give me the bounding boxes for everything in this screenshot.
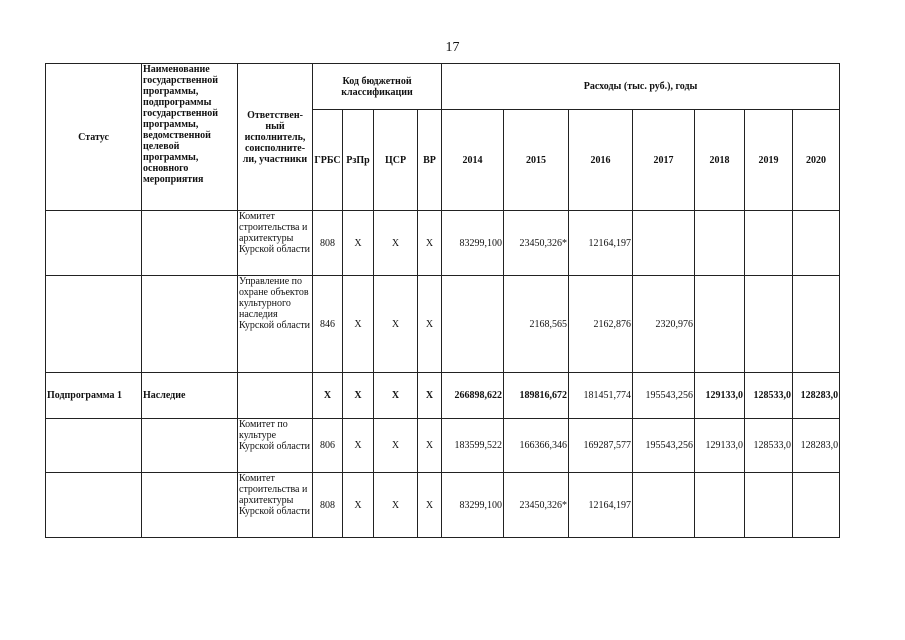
row-value: 12164,197	[569, 473, 633, 538]
row-status	[46, 473, 142, 538]
budget-table	[45, 63, 840, 538]
row-value	[793, 276, 840, 373]
header-budget-code: Код бюджетной классификации	[313, 64, 442, 110]
row-value	[695, 473, 745, 538]
row-grbs: 808	[313, 211, 343, 276]
row-csr: X	[374, 473, 418, 538]
row-value: 128283,0	[793, 373, 840, 419]
row-status	[46, 211, 142, 276]
row-value	[793, 211, 840, 276]
row-value: 2168,565	[504, 276, 569, 373]
row-name	[142, 211, 238, 276]
row-status	[46, 276, 142, 373]
header-year: 2014	[442, 110, 504, 211]
row-responsible: Комитет строительства и архитектуры Курской области	[238, 473, 313, 538]
page-number: 17	[445, 40, 460, 55]
row-value	[745, 211, 793, 276]
row-value	[442, 276, 504, 373]
row-value: 128533,0	[745, 373, 793, 419]
row-value: 83299,100	[442, 211, 504, 276]
row-rzpr: X	[343, 373, 374, 419]
row-value: 266898,622	[442, 373, 504, 419]
row-responsible: Комитет строительства и архитектуры Курской области	[238, 211, 313, 276]
row-status	[46, 419, 142, 473]
row-value: 23450,326*	[504, 473, 569, 538]
row-value	[695, 276, 745, 373]
row-vr: X	[418, 211, 442, 276]
row-value: 169287,577	[569, 419, 633, 473]
row-value	[695, 211, 745, 276]
header-year: 2020	[793, 110, 840, 211]
row-rzpr: X	[343, 211, 374, 276]
table-row	[46, 419, 840, 473]
header-responsible: Ответствен-ный исполнитель, соисполните-ли, участники	[238, 64, 313, 211]
header-grbs: ГРБС	[313, 110, 343, 211]
row-value: 12164,197	[569, 211, 633, 276]
header-csr: ЦСР	[374, 110, 418, 211]
row-value: 195543,256	[633, 419, 695, 473]
header-rzpr: РзПр	[343, 110, 374, 211]
row-responsible: Управление по охране объектов культурного наследия Курской области	[238, 276, 313, 373]
row-grbs: 846	[313, 276, 343, 373]
header-year: 2016	[569, 110, 633, 211]
row-csr: X	[374, 276, 418, 373]
row-rzpr: X	[343, 419, 374, 473]
table-row	[46, 473, 840, 538]
header-year: 2019	[745, 110, 793, 211]
row-name	[142, 473, 238, 538]
row-csr: X	[374, 419, 418, 473]
row-value	[745, 473, 793, 538]
header-year: 2018	[695, 110, 745, 211]
header-year: 2015	[504, 110, 569, 211]
row-grbs: 808	[313, 473, 343, 538]
row-value: 129133,0	[695, 373, 745, 419]
row-vr: X	[418, 473, 442, 538]
row-value: 83299,100	[442, 473, 504, 538]
row-rzpr: X	[343, 276, 374, 373]
row-value	[633, 473, 695, 538]
row-grbs: X	[313, 373, 343, 419]
row-responsible	[238, 373, 313, 419]
row-vr: X	[418, 419, 442, 473]
row-value: 2162,876	[569, 276, 633, 373]
header-program-name: Наименование государственной программы, подпрограммы государственной программы, ведомственной целевой программы, основного мероприятия	[142, 64, 238, 211]
row-responsible: Комитет по культуре Курской области	[238, 419, 313, 473]
header-vr: ВР	[418, 110, 442, 211]
row-csr: X	[374, 211, 418, 276]
row-status: Подпрограмма 1	[46, 373, 142, 419]
row-value: 23450,326*	[504, 211, 569, 276]
row-grbs: 806	[313, 419, 343, 473]
row-value	[793, 473, 840, 538]
row-vr: X	[418, 373, 442, 419]
row-value: 183599,522	[442, 419, 504, 473]
header-expenses: Расходы (тыс. руб.), годы	[442, 64, 840, 110]
row-name	[142, 276, 238, 373]
row-value: 181451,774	[569, 373, 633, 419]
row-value	[745, 276, 793, 373]
table-row-subprogram	[46, 373, 840, 419]
row-value: 195543,256	[633, 373, 695, 419]
row-value: 129133,0	[695, 419, 745, 473]
row-name: Наследие	[142, 373, 238, 419]
row-vr: X	[418, 276, 442, 373]
row-csr: X	[374, 373, 418, 419]
row-value: 128283,0	[793, 419, 840, 473]
row-value: 2320,976	[633, 276, 695, 373]
row-value: 189816,672	[504, 373, 569, 419]
header-row-1	[46, 64, 840, 110]
row-rzpr: X	[343, 473, 374, 538]
header-status: Статус	[46, 64, 142, 211]
header-year: 2017	[633, 110, 695, 211]
row-value	[633, 211, 695, 276]
row-value: 166366,346	[504, 419, 569, 473]
row-name	[142, 419, 238, 473]
row-value: 128533,0	[745, 419, 793, 473]
table-row	[46, 211, 840, 276]
table-row	[46, 276, 840, 373]
